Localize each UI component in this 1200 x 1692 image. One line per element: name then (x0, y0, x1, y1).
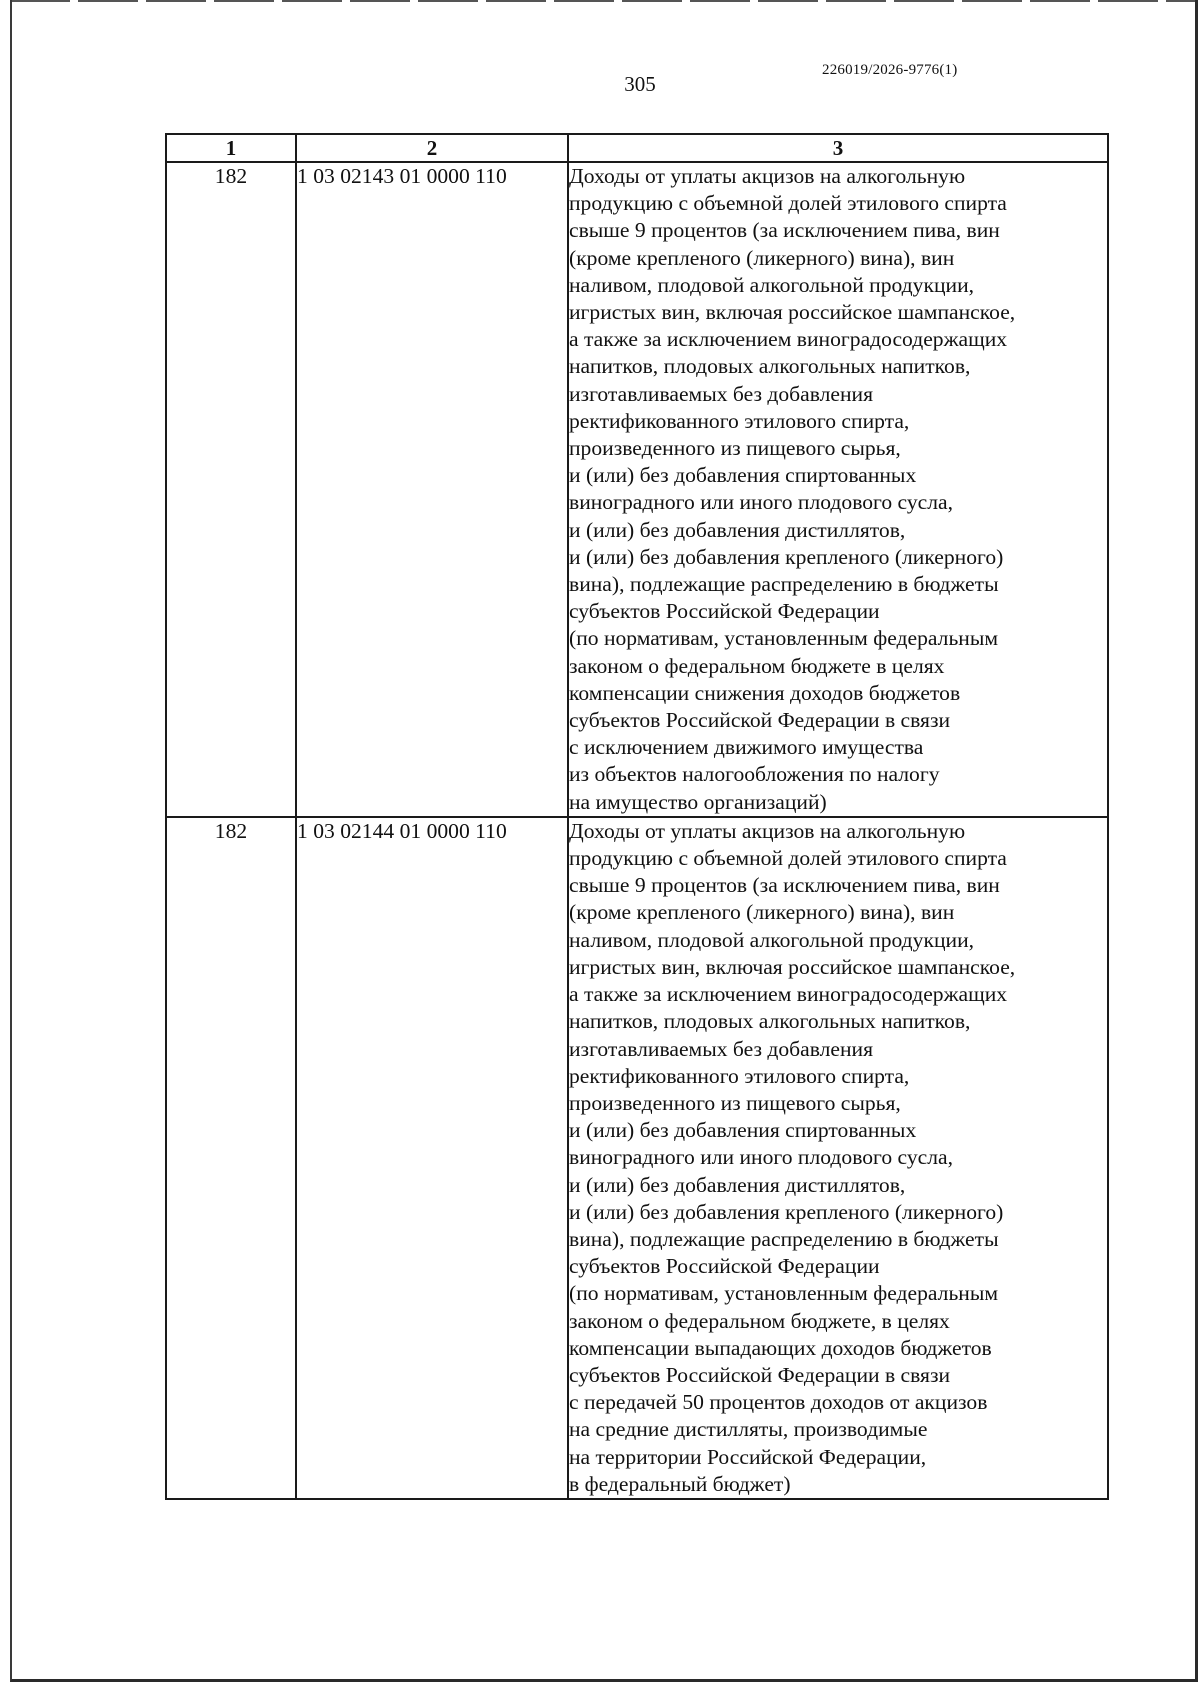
description-line: напитков, плодовых алкогольных напитков, (569, 354, 971, 379)
description-line: из объектов налогообложения по налогу (569, 762, 940, 787)
description-cell (568, 162, 1108, 817)
table-row (166, 817, 1108, 1499)
description-line: Доходы от уплаты акцизов на алкогольную (569, 818, 966, 843)
description-line: продукцию с объемной долей этилового спирта (569, 846, 1007, 871)
description-line: субъектов Российской Федерации (569, 1254, 880, 1279)
description-line: наливом, плодовой алкогольной продукции, (569, 927, 975, 952)
description-line: законом о федеральном бюджете в целях (569, 653, 945, 678)
description-line: произведенного из пищевого сырья, (569, 436, 901, 461)
description-line: в федеральный бюджет) (569, 1471, 791, 1496)
description-line: а также за исключением виноградосодержащих (569, 982, 1008, 1007)
description-line: с исключением движимого имущества (569, 735, 924, 760)
page-number: 305 (624, 72, 656, 96)
description-line: с передачей 50 процентов доходов от акцизов (569, 1390, 988, 1415)
description-line: вина), подлежащие распределению в бюджеты (569, 1226, 999, 1251)
description-line: (кроме крепленого (ликерного) вина), вин (569, 245, 955, 270)
description-line: наливом, плодовой алкогольной продукции, (569, 272, 975, 297)
description-line: свыше 9 процентов (за исключением пива, вин (569, 218, 1000, 243)
description-line: компенсации снижения доходов бюджетов (569, 680, 961, 705)
description-line: игристых вин, включая российское шампанское, (569, 300, 1016, 325)
description-line: продукцию с объемной долей этилового спирта (569, 191, 1007, 216)
description-line: напитков, плодовых алкогольных напитков, (569, 1009, 971, 1034)
description-line: на средние дистилляты, производимые (569, 1417, 928, 1442)
kbk-code-cell: 1 03 02144 01 0000 110 (296, 817, 568, 1499)
description-line: свыше 9 процентов (за исключением пива, вин (569, 873, 1000, 898)
description-line: и (или) без добавления крепленого (ликерного) (569, 544, 1004, 569)
description-line: изготавливаемых без добавления (569, 381, 874, 406)
kbk-code-cell: 1 03 02143 01 0000 110 (296, 162, 568, 817)
description-line: субъектов Российской Федерации (569, 599, 880, 624)
description-line: на территории Российской Федерации, (569, 1444, 927, 1469)
description-line: виноградного или иного плодового сусла, (569, 1145, 953, 1170)
description-line: и (или) без добавления спиртованных (569, 1118, 917, 1143)
description-line: а также за исключением виноградосодержащих (569, 327, 1008, 352)
description-line: законом о федеральном бюджете, в целях (569, 1308, 950, 1333)
description-line: субъектов Российской Федерации в связи (569, 1362, 951, 1387)
description-line: ректификованного этилового спирта, (569, 408, 910, 433)
description-line: изготавливаемых без добавления (569, 1036, 874, 1061)
description-line: (по нормативам, установленным федеральным (569, 1281, 999, 1306)
description-line: и (или) без добавления дистиллятов, (569, 1172, 906, 1197)
description-line: (по нормативам, установленным федеральным (569, 626, 999, 651)
admin-code-cell: 182 (166, 162, 296, 817)
description-line: и (или) без добавления крепленого (ликерного) (569, 1199, 1004, 1224)
description-line: субъектов Российской Федерации в связи (569, 708, 951, 733)
table-body (166, 162, 1108, 1499)
description-line: и (или) без добавления дистиллятов, (569, 517, 906, 542)
description-line: и (или) без добавления спиртованных (569, 463, 917, 488)
revenue-table (165, 133, 1109, 1500)
table-header-row (166, 134, 1108, 162)
description-line: виноградного или иного плодового сусла, (569, 490, 953, 515)
description-line: вина), подлежащие распределению в бюджеты (569, 572, 999, 597)
description-line: Доходы от уплаты акцизов на алкогольную (569, 164, 966, 188)
column-header-1: 1 (166, 134, 296, 162)
description-cell (568, 817, 1108, 1499)
description-line: (кроме крепленого (ликерного) вина), вин (569, 900, 955, 925)
description-line: на имущество организаций) (569, 789, 827, 814)
description-line: компенсации выпадающих доходов бюджетов (569, 1335, 992, 1360)
document-id: 226019/2026-9776(1) (822, 62, 958, 78)
table-row (166, 162, 1108, 817)
description-line: ректификованного этилового спирта, (569, 1063, 910, 1088)
description-line: игристых вин, включая российское шампанское, (569, 954, 1016, 979)
admin-code-cell: 182 (166, 817, 296, 1499)
column-header-3: 3 (568, 134, 1108, 162)
column-header-2: 2 (296, 134, 568, 162)
description-line: произведенного из пищевого сырья, (569, 1090, 901, 1115)
